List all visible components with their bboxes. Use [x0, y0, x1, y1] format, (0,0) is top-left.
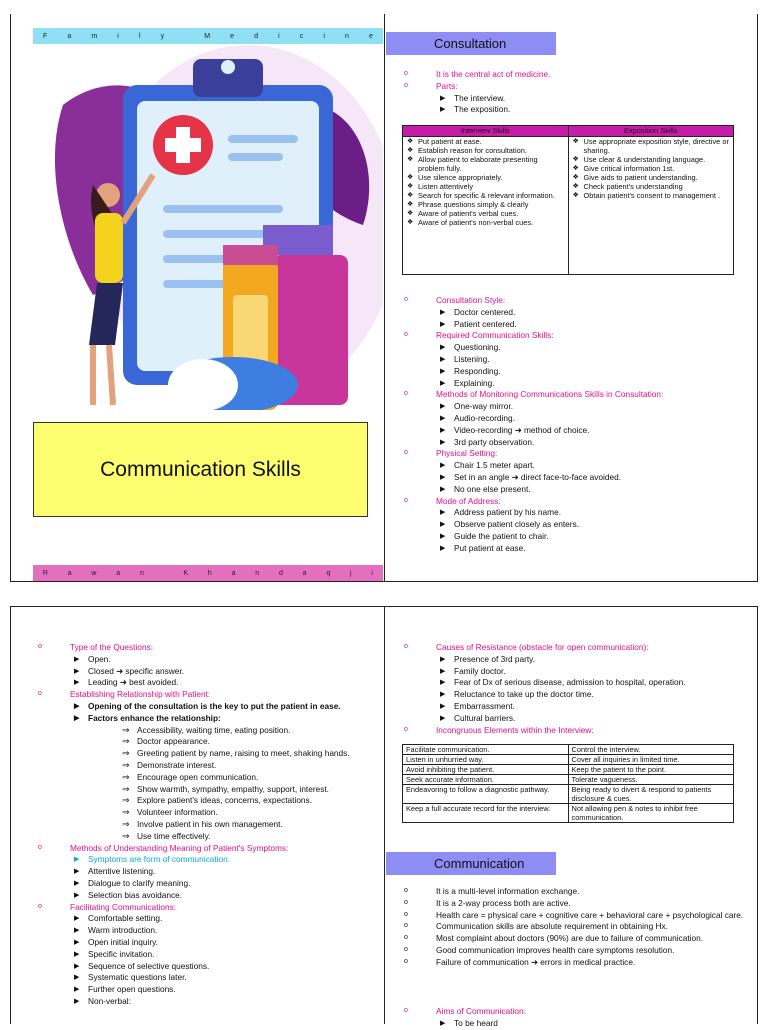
aims-list [404, 1006, 744, 1030]
list-item: ▶ Listening. [404, 354, 744, 366]
list-heading: o It is the central act of medicine. [404, 69, 744, 81]
list-item: ▶ One-way mirror. [404, 401, 744, 413]
list-item: ▶ Observe patient closely as enters. [404, 519, 744, 531]
band-letter: a [67, 32, 72, 40]
skill-item: ❖ Give aids to patient understanding. [572, 173, 731, 182]
list-item: ▶ Address patient by his name. [404, 507, 744, 519]
table-cell: Not allowing pen & notes to inhibit free communication. [568, 804, 734, 823]
list-heading: o Establishing Relationship with Patient: [38, 689, 378, 701]
table-cell: Keep the patient to the point. [568, 765, 734, 775]
band-letter: y [160, 32, 165, 40]
list-item: ⇒ Doctor appearance. [38, 736, 378, 748]
list-item: ▶ Symptoms are form of communication. [38, 854, 378, 866]
list-item: ▶ Further open questions. [38, 984, 378, 996]
list-item: ▶ Put patient at ease. [404, 543, 744, 555]
list-heading: o Incongruous Elements within the Interview: [404, 725, 744, 737]
list-item: ▶ Comfortable setting. [38, 913, 378, 925]
list-item: ⇒ Show warmth, sympathy, empathy, support, interest. [38, 784, 378, 796]
list-item: ⇒ Demonstrate interest. [38, 760, 378, 772]
band-letter: c [299, 32, 304, 40]
band-letter: h [207, 569, 212, 577]
list-item: ⇒ Use time effectively. [38, 831, 378, 843]
list-heading: o Health care = physical care + cognitive care + behavioral care + psychological care. [404, 910, 744, 922]
communication-header: Communication [386, 852, 556, 875]
skill-item: ❖ Use clear & understanding language. [572, 155, 731, 164]
skill-item: ❖ Listen attentively [406, 182, 565, 191]
band-letter: q [326, 569, 331, 577]
page2-right-list [404, 642, 744, 736]
band-letter: n [255, 569, 260, 577]
page-border-left [10, 14, 11, 582]
list-item: ▶ Selection bias avoidance. [38, 890, 378, 902]
list-item: ▶ Opening of the consultation is the key to put the patient in ease. [38, 701, 378, 713]
list-item: ▶ Explaining. [404, 378, 744, 390]
page-divider [384, 14, 385, 582]
table-row [403, 785, 734, 804]
consultation-details-list [404, 295, 744, 555]
table-row [403, 775, 734, 785]
band-letter: n [344, 32, 349, 40]
list-item: ▶ Cultural barriers. [404, 713, 744, 725]
list-item: ▶ Set in an angle ➜ direct face-to-face avoided. [404, 472, 744, 484]
table-cell: Listen in unhurried way. [403, 755, 569, 765]
table-cell: Being ready to divert & respond to patients disclosure & cues. [568, 785, 734, 804]
band-letter: m [91, 32, 98, 40]
band-letter: F [43, 32, 48, 40]
clipboard-illustration-icon [33, 45, 383, 410]
band-letter: i [278, 32, 280, 40]
exposition-skills-cell [568, 137, 734, 275]
skill-item: ❖ Obtain patient's consent to management . [572, 191, 731, 200]
list-heading: o Parts: [404, 81, 744, 93]
page2-divider [384, 606, 385, 1024]
list-heading: o Failure of communication ➜ errors in medical practice. [404, 957, 744, 969]
list-heading: o Communication skills are absolute requirement in obtaining Hx. [404, 921, 744, 933]
list-heading: o Methods of Monitoring Communications Skills in Consultation: [404, 389, 744, 401]
band-letter: a [302, 569, 307, 577]
skill-item: ❖ Establish reason for consultation. [406, 146, 565, 155]
page2-border-top [10, 606, 758, 607]
list-item: ▶ 3rd party observation. [404, 437, 744, 449]
list-heading: o Aims of Communication: [404, 1006, 744, 1018]
skill-item: ❖ Give critical information 1st. [572, 164, 731, 173]
skill-item: ❖ Use silence appropriately. [406, 173, 565, 182]
list-item: ▶ Responding. [404, 366, 744, 378]
list-item: ▶ Warm introduction. [38, 925, 378, 937]
skill-item: ❖ Aware of patient's verbal cues. [406, 209, 565, 218]
table-cell: Facilitate communication. [403, 745, 569, 755]
list-item: ▶ Guide the patient to chair. [404, 531, 744, 543]
list-heading: o It is a multi-level information exchange. [404, 886, 744, 898]
table-cell: Keep a full accurate record for the interview. [403, 804, 569, 823]
table-cell: Avoid inhibiting the patient. [403, 765, 569, 775]
list-item: ⇒ Encourage open communication. [38, 772, 378, 784]
band-letter: M [204, 32, 211, 40]
page2-left-list [38, 642, 378, 1008]
page2-border-right [757, 606, 758, 1024]
band-letter: a [67, 569, 72, 577]
list-item: ▶ Specific invitation. [38, 949, 378, 961]
list-item: ▶ No one else present. [404, 484, 744, 496]
list-item: ⇒ Volunteer information. [38, 807, 378, 819]
skill-item: ❖ Use appropriate exposition style, directive or sharing. [572, 137, 731, 155]
list-heading: o Causes of Resistance (obstacle for open communication): [404, 642, 744, 654]
list-item: ⇒ Involve patient in his own management. [38, 819, 378, 831]
band-letter: e [230, 32, 235, 40]
list-item: ⇒ Greeting patient by name, raising to meet, shaking hands. [38, 748, 378, 760]
band-letter: l [138, 32, 141, 40]
list-item: ▶ Audio-recording. [404, 413, 744, 425]
list-item: ▶ Closed ➜ specific answer. [38, 666, 378, 678]
skill-item: ❖ Phrase questions simply & clearly [406, 200, 565, 209]
list-item: ⇒ Explore patient's ideas, concerns, expectations. [38, 795, 378, 807]
list-item: ▶ Reluctance to take up the doctor time. [404, 689, 744, 701]
list-heading: o Required Communication Skills: [404, 330, 744, 342]
band-letter: i [117, 32, 119, 40]
skill-item: ❖ Put patient at ease. [406, 137, 565, 146]
interview-skills-header: Interview Skills [403, 126, 569, 137]
list-item: ▶ Presence of 3rd party. [404, 654, 744, 666]
band-letter: d [254, 32, 259, 40]
list-item: ▶ Video-recording ➜ method of choice. [404, 425, 744, 437]
band-letter: a [231, 569, 236, 577]
list-item: ▶ Sequence of selective questions. [38, 961, 378, 973]
band-letter: n [139, 569, 144, 577]
cover-title: Communication Skills [33, 422, 368, 517]
cover-bottom-band [33, 565, 383, 581]
list-item: ▶ Leading ➜ best avoided. [38, 677, 378, 689]
list-heading: o Mode of Address: [404, 496, 744, 508]
list-heading: o Consultation Style: [404, 295, 744, 307]
table-cell: Seek accurate information. [403, 775, 569, 785]
band-letter: a [116, 569, 121, 577]
table-cell: Endeavoring to follow a diagnostic pathway. [403, 785, 569, 804]
skill-item: ❖ Search for specific & relevant information. [406, 191, 565, 200]
incongruous-elements-table [402, 744, 734, 823]
consultation-header: Consultation [386, 32, 556, 55]
skill-item: ❖ Allow patient to elaborate presenting problem fully. [406, 155, 565, 173]
table-row [403, 745, 734, 755]
skill-item: ❖ Aware of patient's non-verbal cues. [406, 218, 565, 227]
cover-top-band [33, 28, 383, 44]
table-cell: Cover all inquiries in limited time. [568, 755, 734, 765]
list-heading: o Good communication improves health care symptoms resolution. [404, 945, 744, 957]
list-item: ▶ Dialogue to clarify meaning. [38, 878, 378, 890]
list-item: ⇒ Accessibility, waiting time, eating position. [38, 725, 378, 737]
list-item: ▶ Systematic questions later. [38, 972, 378, 984]
list-item: ▶ Doctor centered. [404, 307, 744, 319]
list-item: ▶ Non-verbal: [38, 996, 378, 1008]
list-item: ▶ Open initial inquiry. [38, 937, 378, 949]
band-letter: e [368, 32, 373, 40]
list-item: ▶ Open. [38, 654, 378, 666]
page2-border-left [10, 606, 11, 1024]
page-border-bottom [10, 581, 758, 582]
list-heading: o Type of the Questions: [38, 642, 378, 654]
band-letter: i [323, 32, 325, 40]
list-heading: o Most complaint about doctors (90%) are due to failure of communication. [404, 933, 744, 945]
list-item: ▶ Embarrassment. [404, 701, 744, 713]
list-item: ▶ Patient centered. [404, 319, 744, 331]
list-heading: o Facilitating Communications: [38, 902, 378, 914]
band-letter: R [42, 569, 48, 577]
list-item: ▶ Factors enhance the relationship: [38, 713, 378, 725]
table-row [403, 755, 734, 765]
table-row [403, 765, 734, 775]
page-border-right [757, 14, 758, 582]
band-letter: d [278, 569, 283, 577]
list-heading: o Physical Setting: [404, 448, 744, 460]
list-item: ▶ Attentive listening. [38, 866, 378, 878]
skills-table [402, 125, 734, 275]
consultation-intro-list [404, 69, 744, 116]
table-cell: Control the interview. [568, 745, 734, 755]
band-letter: i [371, 569, 373, 577]
list-heading: o It is a 2-way process both are active. [404, 898, 744, 910]
communication-list [404, 886, 744, 969]
skill-item: ❖ Check patient's understanding [572, 182, 731, 191]
list-heading: o Methods of Understanding Meaning of Patient's Symptoms: [38, 843, 378, 855]
list-item: ▶ Questioning. [404, 342, 744, 354]
table-row [403, 804, 734, 823]
table-cell: Tolerate vagueness. [568, 775, 734, 785]
list-item: ▶ The interview. [404, 93, 744, 105]
interview-skills-cell [403, 137, 569, 275]
list-item: ▶ To be heard [404, 1018, 744, 1030]
band-letter: K [183, 569, 189, 577]
list-item: ▶ Family doctor. [404, 666, 744, 678]
exposition-skills-header: Exposition Skills [568, 126, 734, 137]
list-item: ▶ Fear of Dx of serious disease, admission to hospital, operation. [404, 677, 744, 689]
list-item: ▶ Chair 1.5 meter apart. [404, 460, 744, 472]
cover-illustration [33, 45, 383, 410]
band-letter: j [350, 569, 352, 577]
list-item: ▶ The exposition. [404, 104, 744, 116]
band-letter: w [91, 569, 97, 577]
